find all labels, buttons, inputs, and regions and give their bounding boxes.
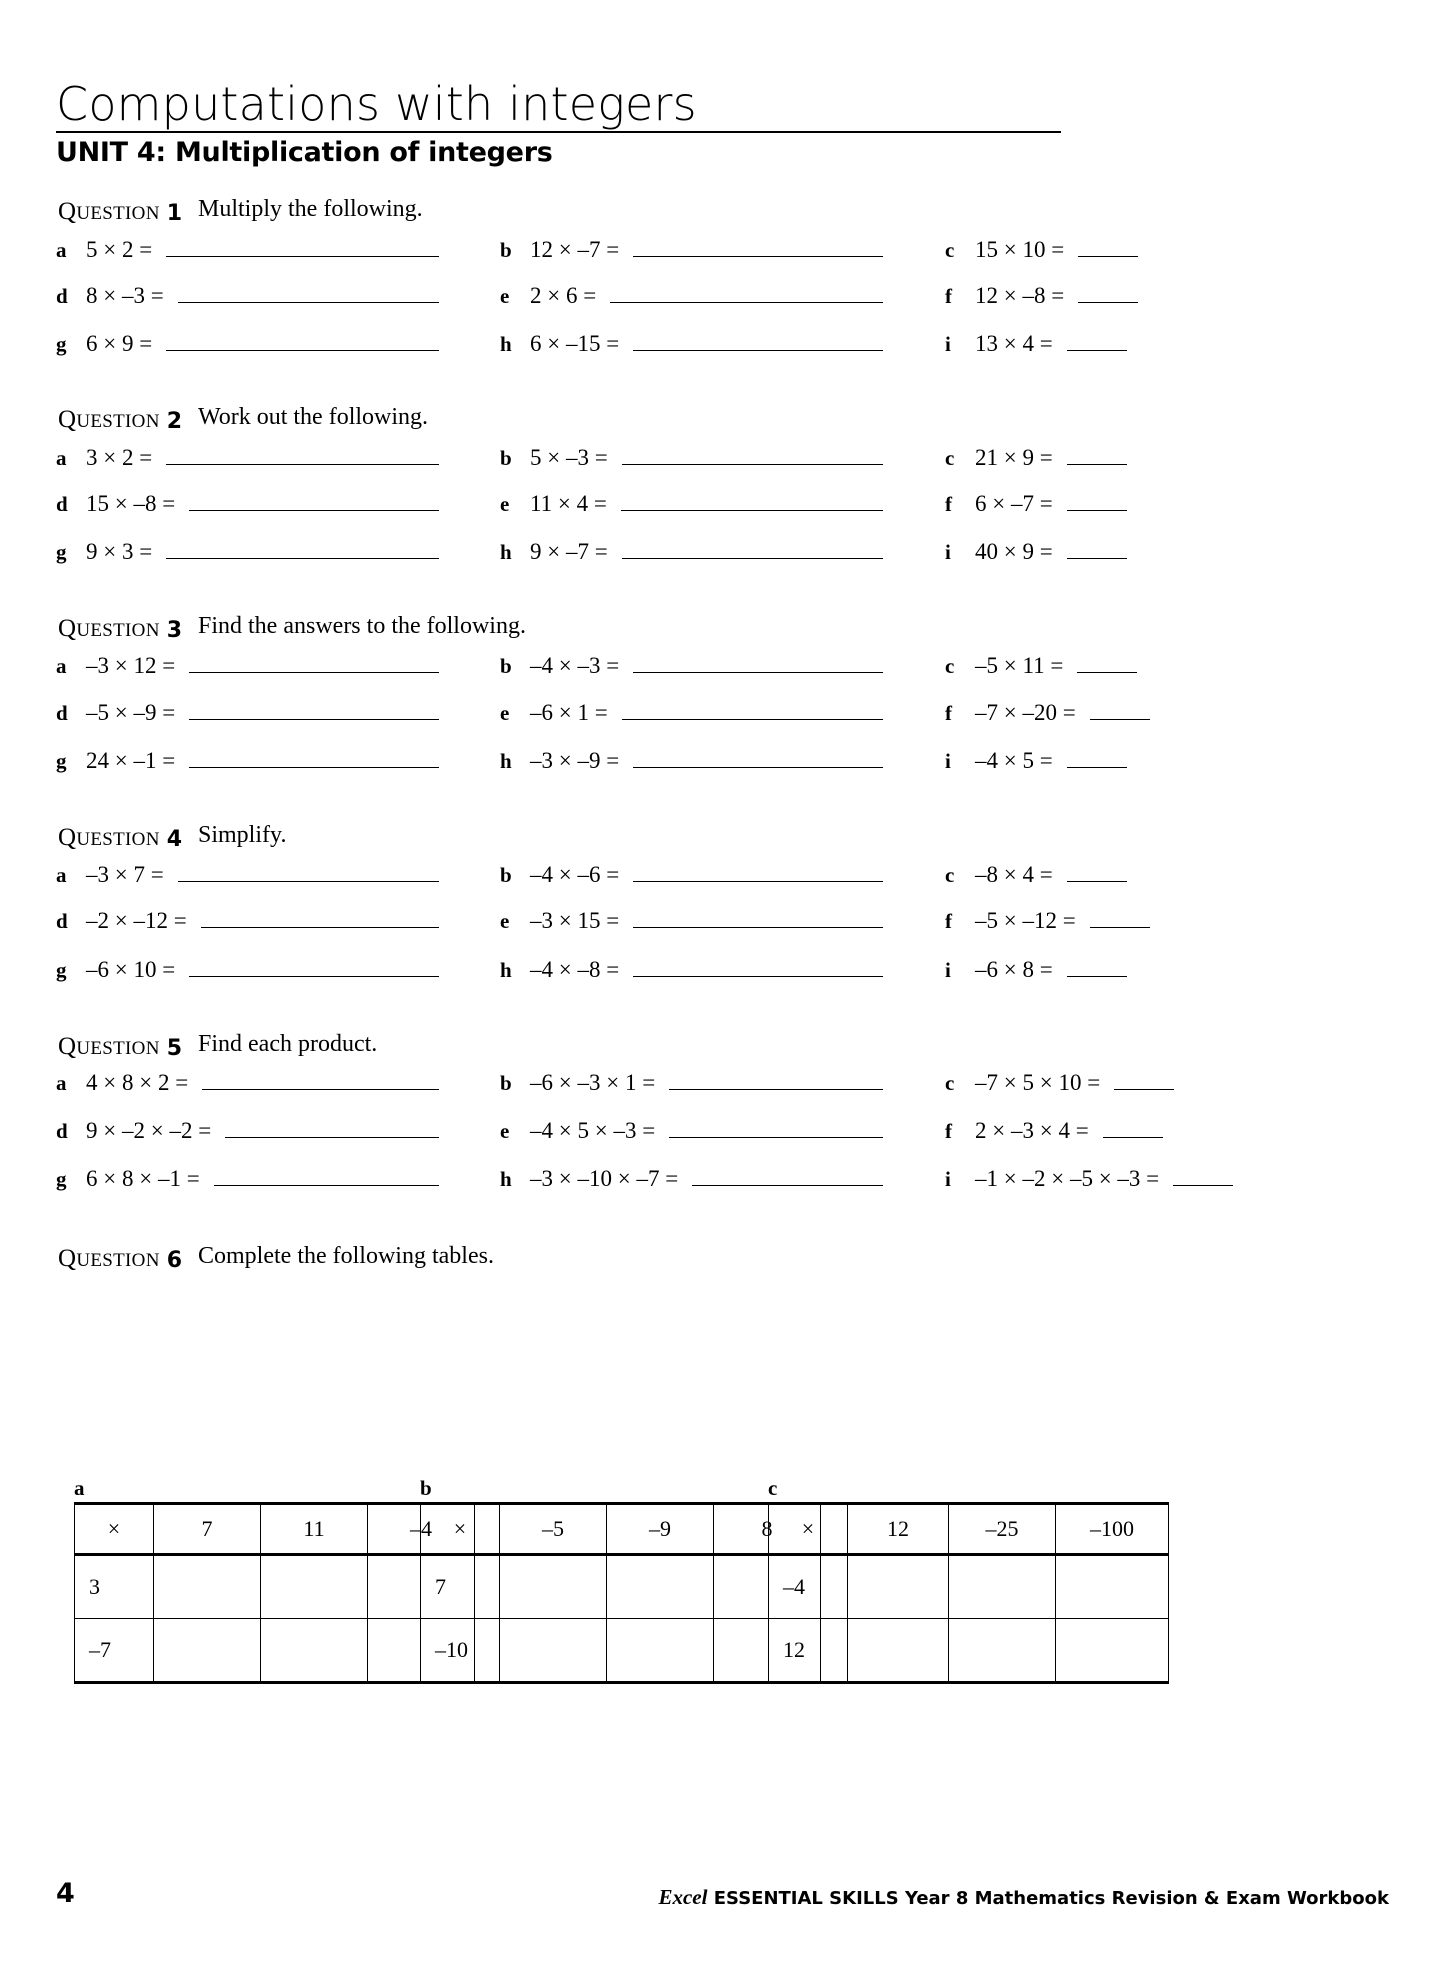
- answer-line[interactable]: [189, 959, 439, 977]
- multiplication-table: [768, 1502, 1169, 1684]
- table-answer-cell[interactable]: [154, 1555, 261, 1619]
- item-label: i: [945, 749, 951, 773]
- exercise-item: [945, 331, 1127, 361]
- answer-line[interactable]: [622, 541, 883, 559]
- question-instruction: Find the answers to the following.: [198, 613, 526, 639]
- item-label: h: [500, 958, 512, 982]
- table-group-a: [74, 1476, 475, 1684]
- footer-brand: Excel: [658, 1885, 708, 1909]
- item-label: g: [56, 958, 67, 982]
- item-expression: 9 × –7 =: [530, 539, 608, 564]
- table-answer-cell[interactable]: [154, 1619, 261, 1683]
- chapter-title: Computations with integers: [56, 77, 697, 131]
- question-word-capital: Q: [58, 198, 77, 225]
- question-number: 6: [166, 1248, 183, 1273]
- exercise-item: [500, 748, 883, 778]
- exercise-item: [500, 331, 883, 361]
- answer-line[interactable]: [202, 1072, 439, 1090]
- item-expression: 2 × –3 × 4 =: [975, 1118, 1089, 1143]
- exercise-item: [500, 445, 883, 475]
- item-label: d: [56, 701, 68, 725]
- exercise-item: [500, 653, 883, 683]
- question-word: [58, 824, 160, 851]
- question-word-rest: UESTION: [76, 1038, 160, 1059]
- question-word-rest: UESTION: [76, 829, 160, 850]
- question-number: 3: [166, 618, 183, 643]
- table-row-header: 3: [75, 1555, 154, 1619]
- table-column-header: 7: [154, 1504, 261, 1555]
- item-expression: –2 × –12 =: [86, 908, 187, 933]
- exercise-item: [500, 957, 883, 987]
- question-number: 1: [166, 201, 183, 226]
- question-word: [58, 406, 160, 433]
- answer-line[interactable]: [621, 493, 883, 511]
- item-expression: –8 × 4 =: [975, 862, 1053, 887]
- item-label: f: [945, 909, 952, 933]
- answer-line[interactable]: [1067, 959, 1127, 977]
- answer-line[interactable]: [1067, 541, 1127, 559]
- item-expression: –6 × 10 =: [86, 957, 176, 982]
- question-heading-1: [58, 198, 182, 226]
- question-word-rest: UESTION: [76, 411, 160, 432]
- question-instruction: Work out the following.: [198, 404, 429, 430]
- question-word: [58, 615, 160, 642]
- page-number: 4: [56, 1878, 75, 1909]
- exercise-item: [56, 237, 439, 267]
- item-label: f: [945, 701, 952, 725]
- item-expression: –5 × 11 =: [975, 653, 1064, 678]
- answer-line[interactable]: [633, 333, 883, 351]
- answer-line[interactable]: [1067, 333, 1127, 351]
- item-expression: 3 × 2 =: [86, 445, 153, 470]
- table-row-header: 7: [421, 1555, 500, 1619]
- exercise-item: [56, 539, 439, 569]
- question-word-rest: UESTION: [76, 1250, 160, 1271]
- answer-line[interactable]: [189, 750, 439, 768]
- exercise-item: [500, 700, 883, 730]
- item-label: f: [945, 492, 952, 516]
- item-label: d: [56, 284, 68, 308]
- item-expression: 6 × –7 =: [975, 491, 1053, 516]
- item-expression: –6 × 8 =: [975, 957, 1053, 982]
- item-expression: –3 × 7 =: [86, 862, 164, 887]
- table-row: [421, 1555, 821, 1619]
- table-row: [75, 1555, 475, 1619]
- item-expression: –1 × –2 × –5 × –3 =: [975, 1166, 1160, 1191]
- question-instruction: Find each product.: [198, 1031, 378, 1057]
- exercise-item: [945, 957, 1127, 987]
- question-word-capital: Q: [58, 1245, 77, 1272]
- table-answer-cell[interactable]: [1056, 1555, 1169, 1619]
- answer-line[interactable]: [633, 910, 883, 928]
- table-row-header: –7: [75, 1619, 154, 1683]
- table-answer-cell[interactable]: [607, 1619, 714, 1683]
- item-label: c: [945, 654, 955, 678]
- item-expression: 2 × 6 =: [530, 283, 597, 308]
- table-answer-cell[interactable]: [607, 1555, 714, 1619]
- item-label: e: [500, 492, 510, 516]
- question-heading-6: [58, 1245, 182, 1273]
- answer-line[interactable]: [1067, 493, 1127, 511]
- exercise-item: [500, 1070, 883, 1100]
- item-expression: –6 × 1 =: [530, 700, 608, 725]
- answer-line[interactable]: [166, 333, 439, 351]
- item-expression: –4 × –6 =: [530, 862, 620, 887]
- exercise-item: [56, 445, 439, 475]
- item-expression: –7 × –20 =: [975, 700, 1076, 725]
- item-label: d: [56, 909, 68, 933]
- item-label: a: [56, 238, 67, 262]
- unit-title: UNIT 4: Multiplication of integers: [56, 137, 553, 168]
- exercise-item: [500, 1166, 883, 1196]
- exercise-item: [56, 700, 439, 730]
- item-expression: –3 × 12 =: [86, 653, 176, 678]
- item-expression: 15 × 10 =: [975, 237, 1065, 262]
- exercise-item: [945, 237, 1138, 267]
- question-number: 4: [166, 827, 183, 852]
- footer-text: [658, 1885, 1389, 1910]
- answer-line[interactable]: [225, 1120, 439, 1138]
- exercise-item: [945, 539, 1127, 569]
- item-expression: 24 × –1 =: [86, 748, 176, 773]
- exercise-item: [945, 862, 1127, 892]
- answer-line[interactable]: [166, 447, 439, 465]
- answer-line[interactable]: [633, 959, 883, 977]
- multiplication-table: [74, 1502, 475, 1684]
- question-word-capital: Q: [58, 824, 77, 851]
- answer-line[interactable]: [166, 239, 439, 257]
- table-row: [769, 1555, 1169, 1619]
- table-answer-cell[interactable]: [949, 1555, 1056, 1619]
- answer-line[interactable]: [1078, 239, 1138, 257]
- table-answer-cell[interactable]: [1056, 1619, 1169, 1683]
- item-expression: 5 × –3 =: [530, 445, 608, 470]
- table-header-row: [75, 1504, 475, 1555]
- question-heading-3: [58, 615, 182, 643]
- question-instruction: Simplify.: [198, 822, 287, 848]
- table-answer-cell[interactable]: [500, 1619, 607, 1683]
- exercise-item: [945, 283, 1138, 313]
- table-corner-operator: ×: [75, 1504, 154, 1555]
- item-label: e: [500, 1119, 510, 1143]
- table-column-header: –5: [500, 1504, 607, 1555]
- answer-line[interactable]: [201, 910, 439, 928]
- item-label: d: [56, 1119, 68, 1143]
- question-word-rest: UESTION: [76, 203, 160, 224]
- item-label: i: [945, 1167, 951, 1191]
- table-row-header: 12: [769, 1619, 848, 1683]
- exercise-item: [500, 539, 883, 569]
- item-label: b: [500, 446, 512, 470]
- item-expression: –3 × –9 =: [530, 748, 620, 773]
- exercise-item: [56, 957, 439, 987]
- exercise-item: [500, 908, 883, 938]
- item-label: h: [500, 332, 512, 356]
- table-column-header: 8: [714, 1504, 821, 1555]
- exercise-item: [56, 1166, 439, 1196]
- answer-line[interactable]: [633, 655, 883, 673]
- item-expression: 8 × –3 =: [86, 283, 164, 308]
- item-expression: 21 × 9 =: [975, 445, 1053, 470]
- item-label: f: [945, 1119, 952, 1143]
- question-word: [58, 198, 160, 225]
- question-word-capital: Q: [58, 406, 77, 433]
- table-column-header: 11: [261, 1504, 368, 1555]
- item-label: a: [56, 1071, 67, 1095]
- item-expression: –4 × 5 × –3 =: [530, 1118, 656, 1143]
- answer-line[interactable]: [1077, 655, 1137, 673]
- table-label: c: [768, 1476, 778, 1500]
- table-column-header: –4: [368, 1504, 475, 1555]
- exercise-item: [500, 862, 883, 892]
- item-expression: –7 × 5 × 10 =: [975, 1070, 1101, 1095]
- item-label: c: [945, 863, 955, 887]
- table-column-header: –100: [1056, 1504, 1169, 1555]
- item-expression: –3 × –10 × –7 =: [530, 1166, 679, 1191]
- exercise-item: [500, 1118, 883, 1148]
- item-expression: –4 × –8 =: [530, 957, 620, 982]
- question-word-capital: Q: [58, 1033, 77, 1060]
- title-divider: [56, 131, 1061, 133]
- exercise-item: [56, 283, 439, 313]
- item-expression: 9 × 3 =: [86, 539, 153, 564]
- table-column-header: 12: [848, 1504, 949, 1555]
- table-corner-operator: ×: [769, 1504, 848, 1555]
- table-label: b: [420, 1476, 432, 1500]
- item-expression: 12 × –7 =: [530, 237, 620, 262]
- question-number: 5: [166, 1036, 183, 1061]
- item-expression: 15 × –8 =: [86, 491, 176, 516]
- table-group-b: [420, 1476, 821, 1684]
- answer-line[interactable]: [610, 285, 883, 303]
- item-expression: –5 × –12 =: [975, 908, 1076, 933]
- exercise-item: [945, 491, 1127, 521]
- item-expression: 6 × 8 × –1 =: [86, 1166, 200, 1191]
- item-label: i: [945, 332, 951, 356]
- table-answer-cell[interactable]: [261, 1555, 368, 1619]
- exercise-item: [945, 653, 1137, 683]
- table-header-row: [769, 1504, 1169, 1555]
- table-group-c: [768, 1476, 1169, 1684]
- item-label: a: [56, 446, 67, 470]
- table-answer-cell[interactable]: [261, 1619, 368, 1683]
- item-label: g: [56, 332, 67, 356]
- item-label: b: [500, 238, 512, 262]
- answer-line[interactable]: [1067, 864, 1127, 882]
- exercise-item: [945, 445, 1127, 475]
- item-expression: 5 × 2 =: [86, 237, 153, 262]
- item-label: c: [945, 1071, 955, 1095]
- item-expression: –4 × 5 =: [975, 748, 1053, 773]
- item-label: e: [500, 284, 510, 308]
- item-label: c: [945, 238, 955, 262]
- item-expression: 13 × 4 =: [975, 331, 1053, 356]
- item-expression: –6 × –3 × 1 =: [530, 1070, 656, 1095]
- answer-line[interactable]: [189, 655, 439, 673]
- question-instruction: Multiply the following.: [198, 196, 423, 222]
- exercise-item: [945, 1070, 1174, 1100]
- exercise-item: [500, 237, 883, 267]
- table-answer-cell[interactable]: [848, 1619, 949, 1683]
- question-heading-2: [58, 406, 182, 434]
- exercise-item: [56, 653, 439, 683]
- answer-line[interactable]: [214, 1168, 439, 1186]
- answer-line[interactable]: [622, 702, 883, 720]
- answer-line[interactable]: [1114, 1072, 1174, 1090]
- item-expression: –5 × –9 =: [86, 700, 176, 725]
- exercise-item: [500, 491, 883, 521]
- item-label: d: [56, 492, 68, 516]
- exercise-item: [945, 908, 1150, 938]
- item-label: g: [56, 1167, 67, 1191]
- item-expression: 12 × –8 =: [975, 283, 1065, 308]
- item-expression: 6 × –15 =: [530, 331, 620, 356]
- exercise-item: [945, 1166, 1233, 1196]
- question-word: [58, 1033, 160, 1060]
- item-label: a: [56, 654, 67, 678]
- question-word-rest: UESTION: [76, 620, 160, 641]
- item-expression: 4 × 8 × 2 =: [86, 1070, 189, 1095]
- answer-line[interactable]: [622, 447, 883, 465]
- answer-line[interactable]: [633, 239, 883, 257]
- answer-line[interactable]: [1103, 1120, 1163, 1138]
- answer-line[interactable]: [1173, 1168, 1233, 1186]
- answer-line[interactable]: [178, 285, 439, 303]
- answer-line[interactable]: [1067, 447, 1127, 465]
- item-expression: –4 × –3 =: [530, 653, 620, 678]
- answer-line[interactable]: [178, 864, 439, 882]
- item-label: b: [500, 863, 512, 887]
- answer-line[interactable]: [669, 1120, 883, 1138]
- item-label: h: [500, 749, 512, 773]
- table-answer-cell[interactable]: [848, 1555, 949, 1619]
- answer-line[interactable]: [189, 493, 439, 511]
- exercise-item: [56, 1070, 439, 1100]
- answer-line[interactable]: [633, 864, 883, 882]
- question-heading-5: [58, 1033, 182, 1061]
- exercise-item: [56, 331, 439, 361]
- table-label: a: [74, 1476, 85, 1500]
- item-label: c: [945, 446, 955, 470]
- table-answer-cell[interactable]: [500, 1555, 607, 1619]
- answer-line[interactable]: [692, 1168, 883, 1186]
- question-word-capital: Q: [58, 615, 77, 642]
- item-label: i: [945, 958, 951, 982]
- question-number: 2: [166, 409, 183, 434]
- item-label: b: [500, 1071, 512, 1095]
- answer-line[interactable]: [166, 541, 439, 559]
- answer-line[interactable]: [1078, 285, 1138, 303]
- item-label: e: [500, 909, 510, 933]
- table-row: [769, 1619, 1169, 1683]
- exercise-item: [945, 748, 1127, 778]
- item-label: h: [500, 540, 512, 564]
- answer-line[interactable]: [669, 1072, 883, 1090]
- item-label: f: [945, 284, 952, 308]
- answer-line[interactable]: [189, 702, 439, 720]
- table-row-header: –10: [421, 1619, 500, 1683]
- exercise-item: [500, 283, 883, 313]
- table-column-header: –9: [607, 1504, 714, 1555]
- item-expression: 11 × 4 =: [530, 491, 607, 516]
- table-answer-cell[interactable]: [949, 1619, 1056, 1683]
- exercise-item: [56, 908, 439, 938]
- question-heading-4: [58, 824, 182, 852]
- item-label: g: [56, 540, 67, 564]
- table-row: [75, 1619, 475, 1683]
- table-row: [421, 1619, 821, 1683]
- exercise-item: [945, 1118, 1163, 1148]
- item-label: i: [945, 540, 951, 564]
- table-column-header: –25: [949, 1504, 1056, 1555]
- answer-line[interactable]: [1067, 750, 1127, 768]
- item-label: a: [56, 863, 67, 887]
- item-expression: –3 × 15 =: [530, 908, 620, 933]
- item-label: g: [56, 749, 67, 773]
- item-label: e: [500, 701, 510, 725]
- question-word: [58, 1245, 160, 1272]
- answer-line[interactable]: [633, 750, 883, 768]
- table-header-row: [421, 1504, 821, 1555]
- answer-line[interactable]: [1090, 702, 1150, 720]
- multiplication-table: [420, 1502, 821, 1684]
- exercise-item: [56, 862, 439, 892]
- exercise-item: [945, 700, 1150, 730]
- table-corner-operator: ×: [421, 1504, 500, 1555]
- exercise-item: [56, 491, 439, 521]
- exercise-item: [56, 1118, 439, 1148]
- item-expression: 6 × 9 =: [86, 331, 153, 356]
- item-label: h: [500, 1167, 512, 1191]
- table-row-header: –4: [769, 1555, 848, 1619]
- footer-label: ESSENTIAL SKILLS Year 8 Mathematics Revision & Exam Workbook: [713, 1888, 1389, 1909]
- item-label: b: [500, 654, 512, 678]
- item-expression: 9 × –2 × –2 =: [86, 1118, 212, 1143]
- item-expression: 40 × 9 =: [975, 539, 1053, 564]
- exercise-item: [56, 748, 439, 778]
- answer-line[interactable]: [1090, 910, 1150, 928]
- question-instruction: Complete the following tables.: [198, 1243, 494, 1269]
